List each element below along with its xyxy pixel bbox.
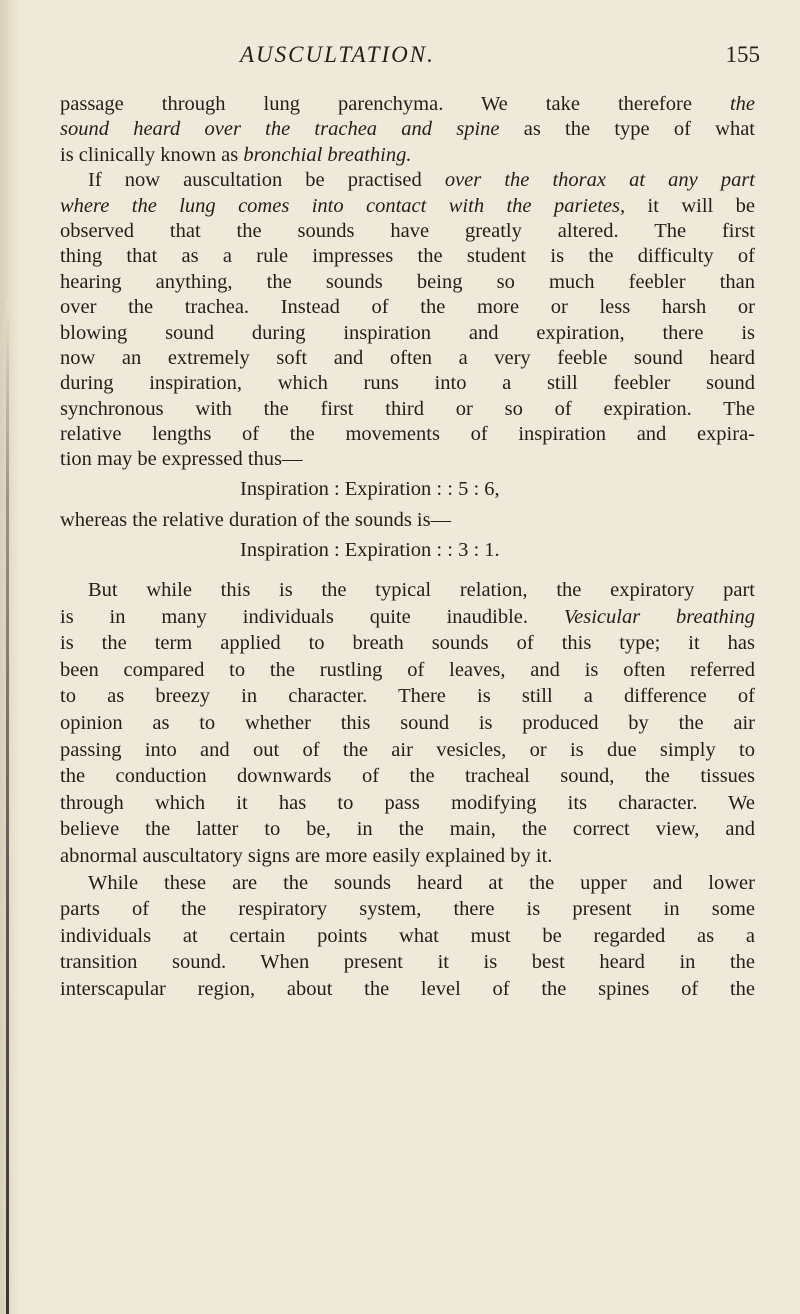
text-line: blowing sound during inspiration and expiration, there is <box>60 321 755 344</box>
text-line: tion may be expressed thus— <box>60 448 303 471</box>
text-line: to as breezy in character. There is still a difference of <box>60 685 755 708</box>
italic-phrase: over the thorax at any part <box>444 169 755 192</box>
text-line: hearing anything, the sounds being so much feebler than <box>60 270 755 293</box>
text-line: individuals at certain points what must be regarded as a <box>60 924 755 947</box>
running-head: AUSCULTATION. <box>240 42 435 67</box>
page-gutter <box>0 0 20 1314</box>
text-line: parts of the respiratory system, there is present in some <box>60 898 755 921</box>
text-line: transition sound. When present it is best heard in the <box>60 951 755 974</box>
body-text <box>60 92 755 1003</box>
binding-shadow <box>6 300 9 1314</box>
text-line: observed that the sounds have greatly altered. The first <box>60 219 755 242</box>
text-line: where the lung comes into contact with the parietes, it will be <box>60 194 755 217</box>
text-line: sound heard over the trachea and spine as the type of what <box>60 118 755 141</box>
text-line: synchronous with the first third or so of expiration. The <box>60 397 755 420</box>
text-line: the conduction downwards of the tracheal sound, the tissues <box>60 765 755 788</box>
text-line: through which it has to pass modifying its character. We <box>60 791 755 814</box>
italic-phrase: bronchial breathing. <box>243 143 412 166</box>
ratio-formula: Inspiration : Expiration : : 3 : 1. <box>240 538 500 561</box>
text-line: opinion as to whether this sound is produced by the air <box>60 712 755 734</box>
page-number: 155 <box>725 42 760 67</box>
italic-phrase: sound heard over the trachea and spine <box>60 118 500 141</box>
text-line: believe the latter to be, in the main, the correct view, and <box>60 818 755 841</box>
text-line: relative lengths of the movements of inspiration and expira- <box>60 423 755 446</box>
page-header <box>60 42 760 78</box>
text-line: is in many individuals quite inaudible. Vesicular breathing <box>60 605 755 628</box>
text-line: now an extremely soft and often a very feeble sound heard <box>60 346 755 369</box>
text-line: If now auscultation be practised over the thorax at any part <box>88 169 755 192</box>
text-line: been compared to the rustling of leaves, and is often referred <box>60 658 755 681</box>
text-line: But while this is the typical relation, the expiratory part <box>88 579 755 602</box>
text-line: is clinically known as bronchial breathing. <box>60 143 412 166</box>
italic-phrase: the <box>729 93 755 115</box>
italic-phrase: Vesicular breathing <box>563 605 755 628</box>
ratio-formula: Inspiration : Expiration : : 5 : 6, <box>240 477 500 500</box>
text-line: passing into and out of the air vesicles, or is due simply to <box>60 738 755 761</box>
text-line: While these are the sounds heard at the upper and lower <box>88 871 755 894</box>
text-line: thing that as a rule impresses the student is the difficulty of <box>60 245 755 268</box>
text-line: passage through lung parenchyma. We take therefore the <box>60 93 755 115</box>
text-line: is the term applied to breath sounds of this type; it has <box>60 632 755 655</box>
italic-phrase: where the lung comes into contact with the parietes, <box>60 194 626 217</box>
text-line: interscapular region, about the level of the spines of the <box>60 977 755 1000</box>
text-line: over the trachea. Instead of the more or less harsh or <box>60 296 755 319</box>
text-line: during inspiration, which runs into a still feebler sound <box>60 372 755 395</box>
text-line: abnormal auscultatory signs are more easily explained by it. <box>60 844 553 867</box>
text-line: whereas the relative duration of the sounds is— <box>60 509 452 532</box>
